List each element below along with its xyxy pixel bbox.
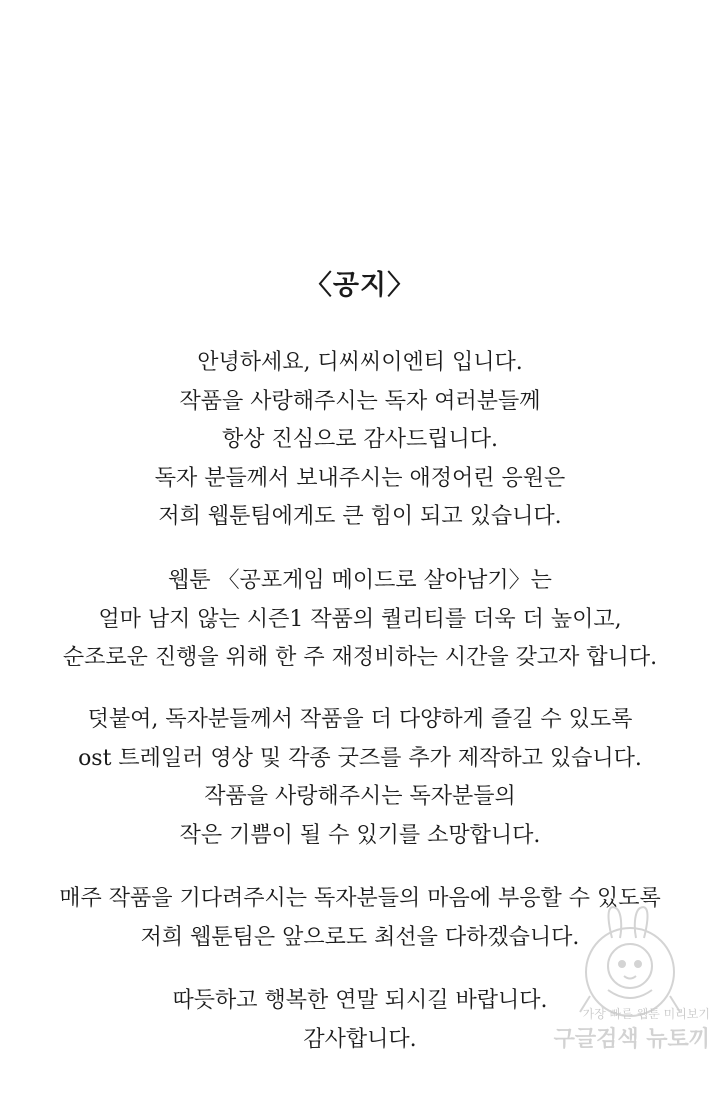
- watermark: [540, 900, 710, 1090]
- notice-paragraph-greeting: [0, 344, 720, 537]
- notice-line: 매주 작품을 기다려주시는 독자분들의 마음에 부응할 수 있도록: [59, 886, 661, 911]
- notice-line: 독자 분들께서 보내주시는 애정어린 응원은: [154, 465, 566, 491]
- notice-line: 덧붙여, 독자분들께서 작품을 더 다양하게 즐길 수 있도록: [87, 707, 633, 732]
- notice-title: 〈공지〉: [304, 270, 416, 301]
- notice-line: 감사합니다.: [303, 1026, 417, 1052]
- notice-line: 저희 웹툰팀은 앞으로도 최선을 다하겠습니다.: [140, 924, 580, 950]
- notice-line: 안녕하세요, 디씨씨이엔티 입니다.: [197, 350, 523, 375]
- notice-line: 웹툰 〈공포게임 메이드로 살아남기〉는: [168, 568, 552, 593]
- watermark-brand: 구글검색 뉴토끼: [553, 1027, 710, 1052]
- notice-line: 작은 기쁨이 될 수 있기를 소망합니다.: [179, 822, 541, 848]
- notice-line: 얼마 남지 않는 시즌1 작품의 퀄리티를 더욱 더 높이고,: [98, 606, 622, 632]
- notice-line: 작품을 사랑해주시는 독자분들의: [204, 784, 516, 809]
- watermark-tagline: 가장 빠른 웹툰 미리보기: [582, 1007, 710, 1021]
- notice-line: 저희 웹툰팀에게도 큰 힘이 되고 있습니다.: [158, 504, 562, 529]
- notice-line: 따듯하고 행복한 연말 되시길 바랍니다.: [172, 988, 548, 1013]
- notice-line: 항상 진심으로 감사드립니다.: [221, 427, 498, 452]
- notice-line: ost 트레일러 영상 및 각종 굿즈를 추가 제작하고 있습니다.: [78, 745, 642, 771]
- notice-line: 작품을 사랑해주시는 독자 여러분들께: [179, 388, 541, 414]
- notice-paragraph-hiatus: [0, 562, 720, 678]
- notice-paragraph-goods: [0, 701, 720, 855]
- notice-line: 순조로운 진행을 위해 한 주 재정비하는 시간을 갖고자 합니다.: [62, 645, 658, 670]
- mascot-emblem-icon: [550, 900, 700, 1020]
